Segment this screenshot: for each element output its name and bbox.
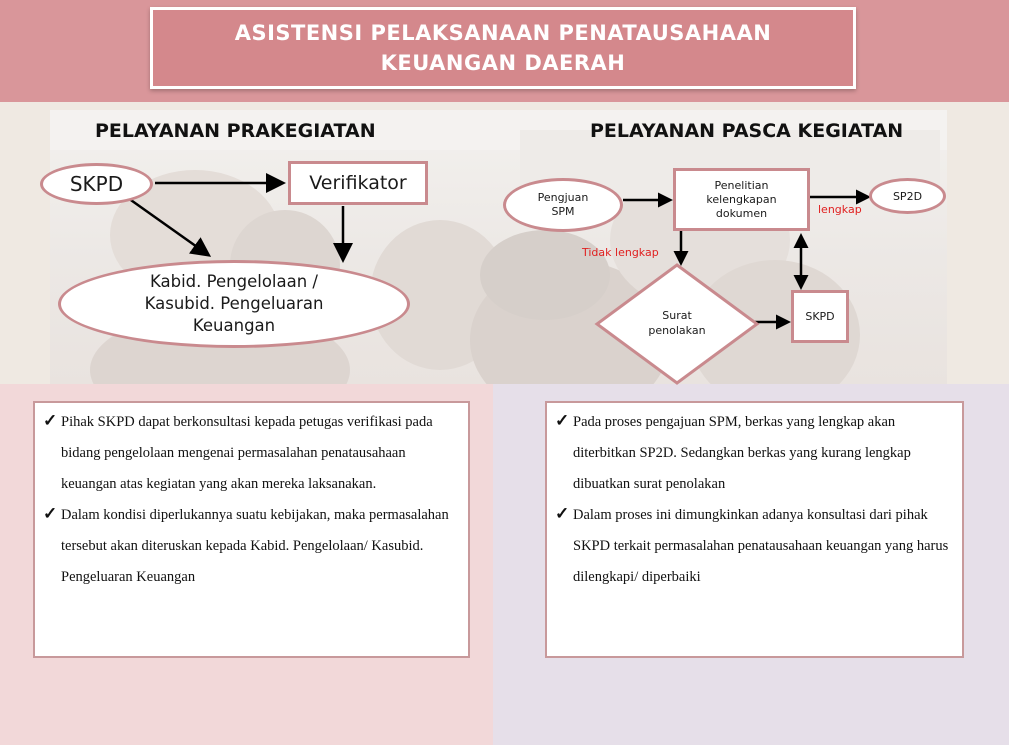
pengajuan-spm-line2: SPM (551, 205, 575, 218)
pengajuan-spm-node (503, 178, 623, 232)
left-note-text-2: Dalam kondisi diperlukannya suatu kebijakan, maka permasalahan tersebut akan diteruskan kepada Kabid. Pengelolaan/ Kasubid. Pengeluaran Keuangan (61, 507, 449, 585)
checkmark-icon: ✓ (43, 504, 58, 523)
tidak-lengkap-label: Tidak lengkap (582, 246, 659, 259)
penelitian-line1: Penelitian (714, 178, 769, 192)
skpd-node (40, 163, 153, 205)
kabid-node-line2: Kasubid. Pengeluaran (144, 294, 324, 313)
right-note-item-2 (555, 500, 954, 593)
skpd-right-label: SKPD (805, 310, 835, 323)
penelitian-node (673, 168, 810, 231)
checkmark-icon: ✓ (555, 504, 570, 523)
surat-line1: Surat (662, 309, 692, 322)
left-notes-box (33, 401, 470, 658)
left-note-item-1 (43, 407, 460, 500)
kabid-node (58, 260, 410, 348)
arrow-skpd-kabid (128, 198, 207, 254)
page-title-line1: ASISTENSI PELAKSANAAN PENATAUSAHAAN (234, 21, 772, 45)
sp2d-label: SP2D (892, 189, 923, 203)
left-note-text-1: Pihak SKPD dapat berkonsultasi kepada petugas verifikasi pada bidang pengelolaan mengenai permasalahan penatausahaan keuangan atas kegiatan yang akan mereka laksanakan. (61, 414, 433, 492)
surat-line2: penolakan (648, 324, 706, 337)
right-note-text-1: Pada proses pengajuan SPM, berkas yang lengkap akan diterbitkan SP2D. Sedangkan berkas yang kurang lengkap dibuatkan surat penolakan (573, 414, 911, 492)
surat-penolakan-node (617, 298, 737, 348)
right-diagram-heading: PELAYANAN PASCA KEGIATAN (590, 120, 904, 142)
kabid-node-line3: Keuangan (192, 316, 276, 335)
kabid-node-line1: Kabid. Pengelolaan / (149, 272, 318, 291)
checkmark-icon: ✓ (555, 411, 570, 430)
skpd-right-node (791, 290, 849, 343)
skpd-node-label: SKPD (69, 172, 124, 196)
lengkap-label: lengkap (818, 203, 862, 216)
pengajuan-spm-line1: Pengjuan (537, 191, 589, 204)
verifikator-node-label: Verifikator (309, 172, 407, 194)
right-notes-box (545, 401, 964, 658)
sp2d-node (869, 178, 946, 214)
penelitian-line3: dokumen (715, 206, 768, 220)
checkmark-icon: ✓ (43, 411, 58, 430)
verifikator-node (288, 161, 428, 205)
left-note-item-2 (43, 500, 460, 593)
page-title-line2: KEUANGAN DAERAH (380, 51, 626, 75)
right-note-item-1 (555, 407, 954, 500)
left-diagram-heading: PELAYANAN PRAKEGIATAN (95, 120, 376, 142)
right-note-text-2: Dalam proses ini dimungkinkan adanya konsultasi dari pihak SKPD terkait permasalahan penatausahaan keuangan yang harus dilengkapi/ diperbaiki (573, 507, 949, 585)
penelitian-line2: kelengkapan (706, 192, 777, 206)
